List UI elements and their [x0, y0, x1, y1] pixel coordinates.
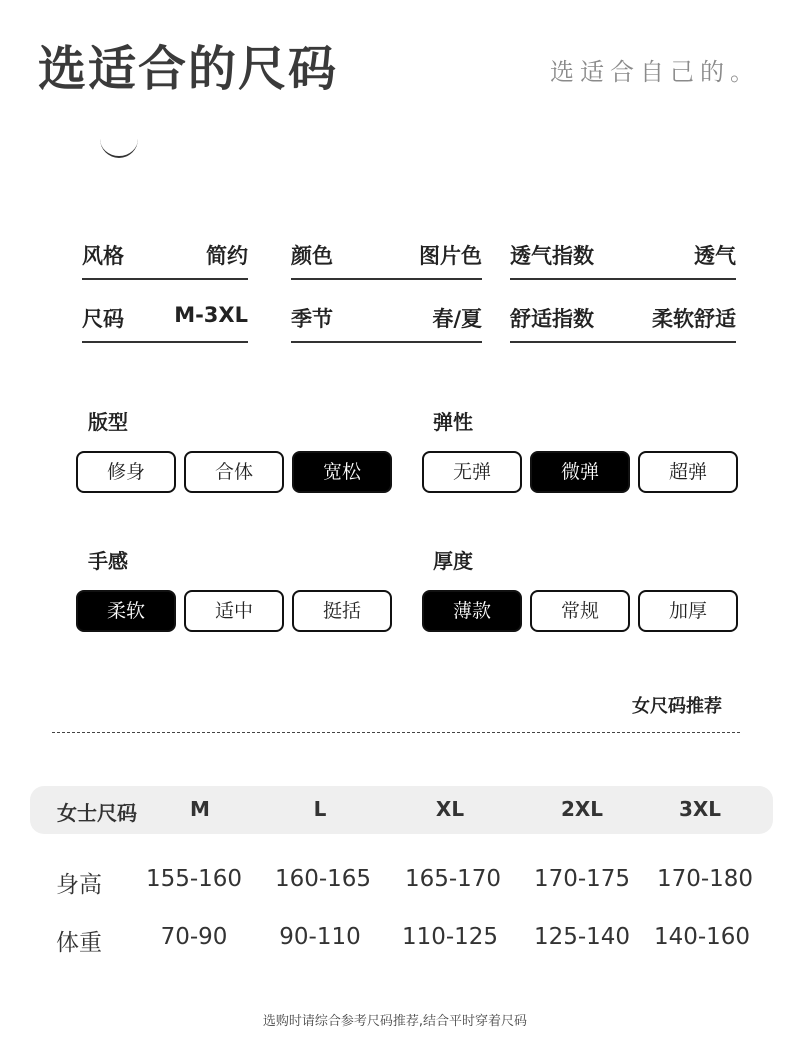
option-stretch-high[interactable]: 超弹: [638, 451, 738, 493]
option-stretch-none[interactable]: 无弹: [422, 451, 522, 493]
attr-value: 简约: [206, 244, 248, 268]
header-cell: 2XL: [560, 797, 604, 821]
table-cell: 170-180: [656, 866, 754, 892]
option-feel-soft[interactable]: 柔软: [76, 590, 176, 632]
attr-breathability: [510, 228, 736, 280]
dashed-divider: [52, 732, 740, 733]
table-cell: 125-140: [533, 924, 631, 950]
attr-value: 柔软舒适: [652, 307, 736, 331]
option-thickness-thin[interactable]: 薄款: [422, 590, 522, 632]
table-cell: 165-170: [404, 866, 502, 892]
attr-comfort: [510, 291, 736, 343]
footer-note: 选购时请综合参考尺码推荐,结合平时穿着尺码: [262, 1014, 528, 1029]
row-label-weight: 体重: [56, 930, 102, 956]
header-cell: 女士尺码: [57, 801, 137, 825]
option-feel-crisp[interactable]: 挺括: [292, 590, 392, 632]
attr-value: M-3XL: [174, 303, 248, 327]
attr-key: 舒适指数: [510, 307, 594, 331]
option-feel-medium[interactable]: 适中: [184, 590, 284, 632]
page-title: 选适合的尺码: [38, 41, 339, 97]
header-cell: XL: [435, 797, 465, 821]
section-title-stretch: 弹性: [433, 410, 473, 434]
option-thickness-regular[interactable]: 常规: [530, 590, 630, 632]
attr-style: [82, 228, 248, 280]
table-cell: 170-175: [533, 866, 631, 892]
attr-key: 风格: [82, 244, 124, 268]
option-stretch-slight[interactable]: 微弹: [530, 451, 630, 493]
table-cell: 160-165: [274, 866, 372, 892]
table-cell: 90-110: [279, 924, 361, 950]
table-cell: 155-160: [145, 866, 243, 892]
option-fit-slim[interactable]: 修身: [76, 451, 176, 493]
attr-color: [291, 228, 482, 280]
attr-value: 图片色: [419, 244, 482, 268]
option-thickness-thick[interactable]: 加厚: [638, 590, 738, 632]
attr-key: 透气指数: [510, 244, 594, 268]
attr-value: 透气: [694, 244, 736, 268]
option-fit-loose[interactable]: 宽松: [292, 451, 392, 493]
smile-decoration: [100, 134, 138, 158]
section-title-feel: 手感: [88, 549, 128, 573]
option-fit-regular[interactable]: 合体: [184, 451, 284, 493]
page-subtitle: 选适合自己的。: [550, 58, 760, 86]
section-title-thickness: 厚度: [433, 549, 473, 573]
table-cell: 110-125: [401, 924, 499, 950]
header-cell: 3XL: [678, 797, 722, 821]
table-cell: 140-160: [653, 924, 751, 950]
attr-size: [82, 291, 248, 343]
row-label-height: 身高: [56, 872, 102, 898]
header-cell: M: [190, 797, 210, 821]
size-recommendation-caption: 女尺码推荐: [632, 696, 722, 717]
attr-key: 季节: [291, 307, 333, 331]
header-cell: L: [313, 797, 327, 821]
attr-value: 春/夏: [432, 307, 482, 331]
table-cell: 70-90: [160, 924, 228, 950]
attr-key: 尺码: [82, 307, 124, 331]
attr-season: [291, 291, 482, 343]
attr-key: 颜色: [291, 244, 333, 268]
section-title-fit: 版型: [88, 410, 128, 434]
